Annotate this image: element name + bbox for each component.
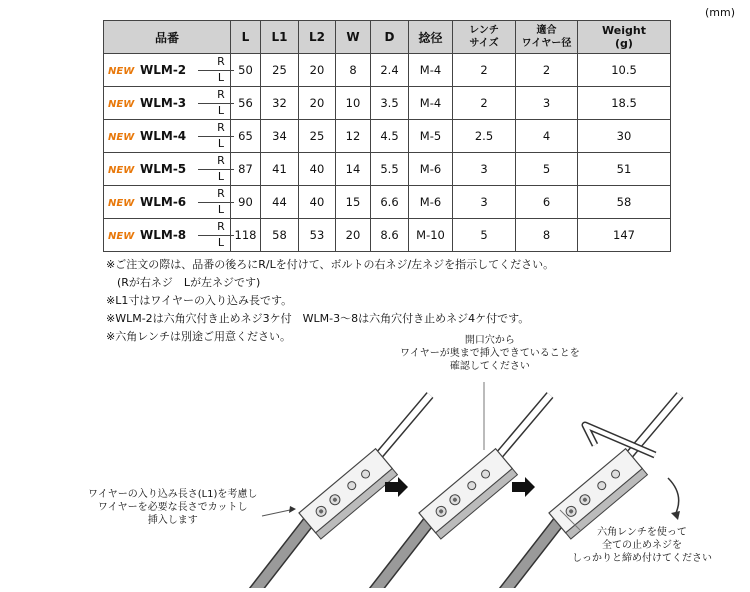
cell-W: 8	[336, 54, 371, 87]
l-label: L	[217, 170, 225, 183]
cell-W: 10	[336, 87, 371, 120]
header-D: D	[371, 21, 409, 54]
r-label: R	[217, 55, 225, 68]
cell-L: 87	[231, 153, 261, 186]
new-badge: NEW	[108, 231, 135, 242]
r-label: R	[217, 88, 225, 101]
cell-wrench: 3	[453, 153, 516, 186]
cell-W: 20	[336, 219, 371, 252]
l-label: L	[217, 104, 225, 117]
cell-L2: 40	[299, 186, 336, 219]
cell-L: 65	[231, 120, 261, 153]
cell-L: 50	[231, 54, 261, 87]
cell-D: 3.5	[371, 87, 409, 120]
cell-L2: 20	[299, 87, 336, 120]
table-row	[104, 153, 671, 186]
cell-weight: 147	[578, 219, 671, 252]
cell-thread: M-6	[409, 153, 453, 186]
model-name: WLM-3	[140, 96, 187, 110]
cell-L: 56	[231, 87, 261, 120]
model-cell	[104, 54, 231, 87]
header-thread: 捻径	[409, 21, 453, 54]
cell-wire: 3	[516, 87, 578, 120]
cell-D: 6.6	[371, 186, 409, 219]
rl-indicator	[208, 120, 234, 152]
l-label: L	[217, 137, 225, 150]
r-label: R	[217, 187, 225, 200]
cell-thread: M-4	[409, 54, 453, 87]
cell-weight: 58	[578, 186, 671, 219]
cell-wrench: 2.5	[453, 120, 516, 153]
cell-weight: 51	[578, 153, 671, 186]
new-badge: NEW	[108, 132, 135, 143]
header-model: 品番	[104, 21, 231, 54]
cell-wire: 6	[516, 186, 578, 219]
table-row	[104, 87, 671, 120]
cell-L: 118	[231, 219, 261, 252]
table-row	[104, 186, 671, 219]
rl-indicator	[208, 54, 234, 86]
header-weight: Weight (g)	[578, 21, 671, 54]
cell-L2: 20	[299, 54, 336, 87]
table-header-row	[104, 21, 671, 54]
cell-L1: 44	[261, 186, 299, 219]
cell-L1: 41	[261, 153, 299, 186]
cell-D: 8.6	[371, 219, 409, 252]
model-cell	[104, 153, 231, 186]
rl-indicator	[208, 87, 234, 119]
header-wrench: レンチ サイズ	[453, 21, 516, 54]
table-row	[104, 54, 671, 87]
new-badge: NEW	[108, 165, 135, 176]
cell-W: 12	[336, 120, 371, 153]
note-screws: ※WLM-2は六角穴付き止めネジ3ケ付 WLM-3～8は六角穴付き止めネジ4ケ付です。	[106, 312, 530, 325]
cell-thread: M-5	[409, 120, 453, 153]
note-l1: ※L1寸はワイヤーの入り込み長です。	[106, 294, 293, 307]
cell-weight: 30	[578, 120, 671, 153]
cell-D: 4.5	[371, 120, 409, 153]
assembly-diagram	[0, 330, 750, 588]
cell-wrench: 2	[453, 87, 516, 120]
r-label: R	[217, 154, 225, 167]
cell-weight: 10.5	[578, 54, 671, 87]
cell-wire: 2	[516, 54, 578, 87]
cell-D: 5.5	[371, 153, 409, 186]
cell-thread: M-6	[409, 186, 453, 219]
label-check: 開口穴から ワイヤーが奥まで挿入できていることを 確認してください	[400, 335, 580, 372]
model-cell	[104, 120, 231, 153]
table-row	[104, 219, 671, 252]
model-name: WLM-6	[140, 195, 187, 209]
rl-indicator	[208, 186, 234, 218]
model-name: WLM-8	[140, 228, 187, 242]
cell-wire: 5	[516, 153, 578, 186]
cell-wire: 4	[516, 120, 578, 153]
cell-weight: 18.5	[578, 87, 671, 120]
label-wrench: 六角レンチを使って 全ての止めネジを しっかりと締め付けてください	[572, 527, 712, 564]
cell-L2: 53	[299, 219, 336, 252]
cell-L2: 40	[299, 153, 336, 186]
label-insert: ワイヤーの入り込み長さ(L1)を考慮し ワイヤーを必要な長さでカットし 挿入します	[88, 489, 258, 526]
cell-L2: 25	[299, 120, 336, 153]
spec-table	[103, 20, 671, 252]
l-label: L	[217, 203, 225, 216]
cell-wrench: 2	[453, 54, 516, 87]
cell-W: 14	[336, 153, 371, 186]
cell-wrench: 5	[453, 219, 516, 252]
cell-wire: 8	[516, 219, 578, 252]
new-badge: NEW	[108, 66, 135, 77]
cell-L1: 25	[261, 54, 299, 87]
header-L2: L2	[299, 21, 336, 54]
new-badge: NEW	[108, 198, 135, 209]
rl-indicator	[208, 219, 234, 251]
cell-L1: 58	[261, 219, 299, 252]
cell-W: 15	[336, 186, 371, 219]
header-L1: L1	[261, 21, 299, 54]
header-L: L	[231, 21, 261, 54]
model-name: WLM-2	[140, 63, 187, 77]
model-name: WLM-4	[140, 129, 187, 143]
header-wire: 適合 ワイヤー径	[516, 21, 578, 54]
note-wrench: ※六角レンチは別途ご用意ください。	[106, 330, 291, 343]
cell-D: 2.4	[371, 54, 409, 87]
l-label: L	[217, 71, 225, 84]
cell-thread: M-4	[409, 87, 453, 120]
cell-L1: 34	[261, 120, 299, 153]
r-label: R	[217, 121, 225, 134]
model-cell	[104, 219, 231, 252]
rl-indicator	[208, 153, 234, 185]
l-label: L	[217, 236, 225, 249]
new-badge: NEW	[108, 99, 135, 110]
model-cell	[104, 87, 231, 120]
header-W: W	[336, 21, 371, 54]
cell-L: 90	[231, 186, 261, 219]
note-rl: (Rが右ネジ Lが左ネジです)	[106, 276, 261, 289]
cell-wrench: 3	[453, 186, 516, 219]
note-order: ※ご注文の際は、品番の後ろにR/Lを付けて、ボルトの右ネジ/左ネジを指示してください。	[106, 258, 555, 271]
model-cell	[104, 186, 231, 219]
unit-label: (mm)	[705, 6, 736, 19]
model-name: WLM-5	[140, 162, 187, 176]
cell-thread: M-10	[409, 219, 453, 252]
table-row	[104, 120, 671, 153]
r-label: R	[217, 220, 225, 233]
cell-L1: 32	[261, 87, 299, 120]
